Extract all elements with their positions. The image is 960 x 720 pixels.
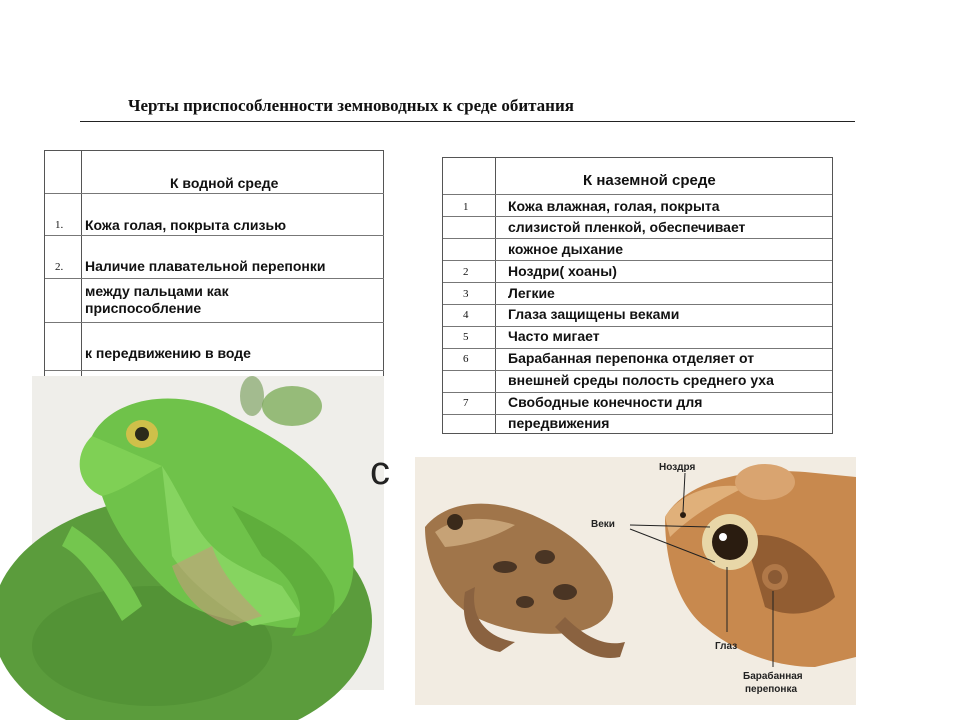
table-cell: Кожа влажная, голая, покрыта [508, 198, 720, 214]
table-cell: Легкие [508, 285, 555, 301]
page-title: Черты приспособленности земноводных к среде обитания [80, 95, 855, 122]
table-cell: Барабанная перепонка отделяет от [508, 350, 755, 366]
nostril-label: Ноздря [659, 462, 696, 473]
table-cell: между пальцами как приспособление [85, 283, 229, 316]
row-number: 6 [463, 353, 469, 365]
table-cell: передвижения [508, 415, 610, 431]
table-cell: Свободные конечности для [508, 394, 703, 410]
row-number: 5 [463, 331, 469, 343]
water-adaptations-table [44, 150, 384, 377]
eardrum-label-1: Барабанная [743, 671, 803, 682]
row-number: 4 [463, 309, 469, 321]
brown-frog-diagram [415, 457, 856, 705]
svg-text:c: c [370, 449, 390, 493]
table-cell: Глаза защищены веками [508, 306, 680, 322]
table-cell: Ноздри( хоаны) [508, 263, 617, 279]
table-cell: к передвижению в воде [85, 345, 251, 361]
land-table-header: К наземной среде [583, 172, 716, 189]
row-number: 1 [463, 201, 469, 213]
row-number: 2 [463, 266, 469, 278]
green-frog-image [32, 376, 390, 690]
table-cell: кожное дыхание [508, 241, 624, 257]
row-number: 2. [55, 261, 64, 273]
row-number: 3 [463, 288, 469, 300]
table-cell: Кожа голая, покрыта слизью [85, 217, 287, 233]
row-number: 7 [463, 397, 469, 409]
table-cell: Часто мигает [508, 328, 600, 344]
table-cell: Наличие плавательной перепонки [85, 258, 326, 274]
eyelids-label: Веки [591, 519, 615, 530]
water-table-header: К водной среде [170, 175, 279, 191]
row-number: 1. [55, 219, 64, 231]
table-cell: слизистой пленкой, обеспечивает [508, 219, 746, 235]
eardrum-label-2: перепонка [745, 684, 798, 695]
land-adaptations-table [442, 157, 833, 434]
eye-label: Глаз [715, 641, 738, 652]
table-cell: внешней среды полость среднего уха [508, 372, 774, 388]
